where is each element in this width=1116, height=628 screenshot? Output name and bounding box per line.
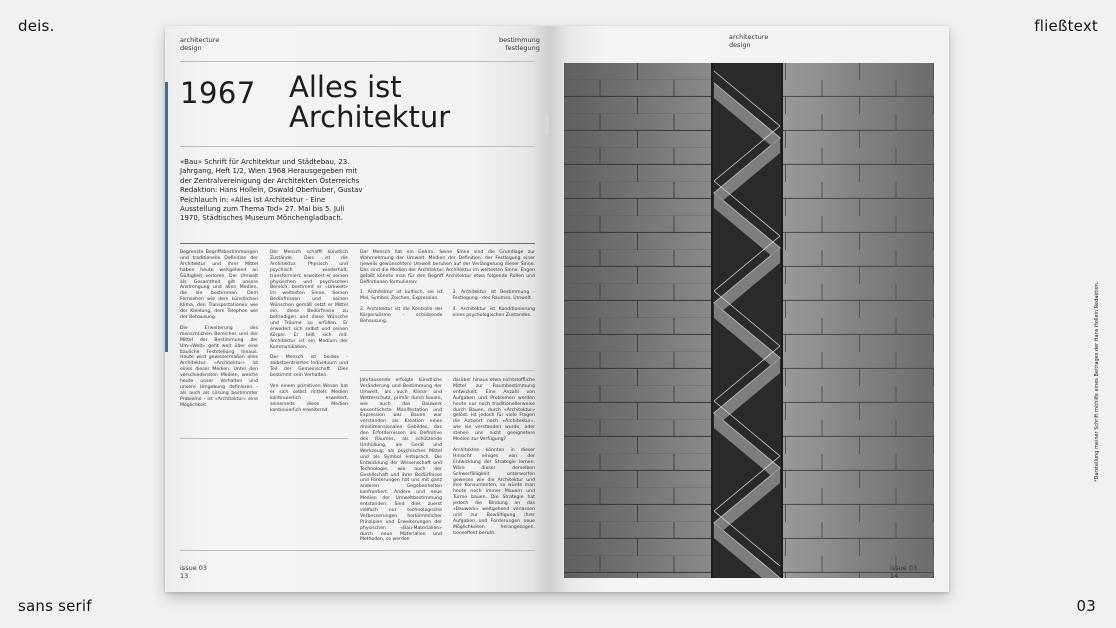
paragraph: Die Erweiterung des menschlichen Bereiches und der Mittel der Bestimmung der Um-«Welt» geht weit über eine bauliche Feststellung hinaus. Heute wird gewissermaßen alles Architektur. «Architektur» ist eines dieser Medien. Unter den verschiedensten Medien, welche heute unser Verhalten und unsere Umgebung definieren - als auch als Lösung bestimmter Probleme - ist «Architektur» eine Möglichkeit. [180,325,258,408]
text-column-3 [360,250,535,330]
list-item: 4. Architektur ist Konditionierung eines psychologischen Zustandes. [452,307,535,319]
definition-list [360,290,535,330]
right-page-footer [890,564,917,580]
intro-paragraph: «Bau» Schrift für Architektur und Städtebau, 23. Jahrgang, Heft 1/2, Wien 1968 Herausgegeben mit der Zentralvereinigung der Architekten Österreichs Redaktion: Hans Hollein, Oswald Oberhuber, Gustav Peichlauch in: «Alles ist Architektur - Eine Ausstellung zum Thema Tod» 27. Mai bis 5. Juli 1970, Städtisches Museum Mönchengladbach. [180,158,363,223]
issue-label: issue 03 [180,564,208,572]
divider [180,243,535,244]
article-year: 1967 [180,76,256,110]
left-page-header [180,36,219,52]
side-footnote: *Darstellung meiner Schrift mithilfe eines Beitrages der Hans Hollein Redaktion. [1094,281,1100,482]
list-item: 3. Architektur ist Bestimmung - Festlegung - des Raumes, Umwelt. [452,290,535,302]
paragraph: Architekten könnten in dieser Hinsicht einiges von der Entwicklung der Strategie lernen. Wäre dieser derselben Schwerfälligkeit unterworfen gewesen wie die Architektur und ihre Konsumenten, so würde man heute noch immer Mauern und Türme bauen. Die Strategie hat jedoch die Bindung an das «Bauwerk» weitgehend verlassen und zur Bewältigung ihrer Aufgaben und Forderungen neue Möglichkeiten herangezogen. tionseffekt beruht. [453,447,535,536]
paragraph: Der Mensch ist beides - selbstzentriertes Individuum und Teil der Gemeinschaft. Dies bestimmt sein Verhalten. [270,355,348,379]
text-column-4 [360,378,442,548]
paragraph: Jahrtausende erfolgte künstliche Veränderung und Bestimmung der Umwelt, als auch Klima- und Wetterschutz, primär durch bauen, wie auch das Bauwerk wesentlichste Manifestation und Expression war. Bauen war verstanden als Kreation eines dreidimensionalen Gebildes, das den Erfordernissen als Definitive des Raumes, als schützende Umhüllung, als Gerät und Werkzeug, als psychisches Mittel und als Symbol entsprach. Die Entwicklung der Wissenschaft und Technologie, wie auch der Gesellschaft und ihrer Bedürfnisse und Forderungen hat uns mit ganz anderen Gegebenheiten konfrontiert. Andere und neue Medien der Umweltbestimmung entstanden. Sind dies zuerst vielfach nur technologische Verbesserungen herkömmlicher Prinzipien und Erweiterungen der physischen «Bau-Materialien» durch neue Materialien und Methoden, so werden [360,378,442,543]
article-title [289,72,450,132]
text-column-1 [180,250,258,414]
staircase-photo [564,63,934,578]
header-line: design [180,44,202,52]
corner-label-bottom-left: sans serif [18,597,92,615]
header-line: architecture [729,33,769,41]
paragraph: Begrenzte Begriffsbestimmungen und traditionelle Definition der Architektur und ihrer Mittel haben heute weitgehend an Gültigkeit verloren. Der Umwelt als Gesamtheit gilt unsere Anstrengung und allen Medien, die sie bestimmen. Dem Fernsehen wie dem künstlichen Klima, den Transportationen wie der Kleidung, dem Telephon wie der Behausung. [180,250,258,320]
paragraph: Der Mensch schafft künstlich Zustände. Dies ist die Architektur. Physisch und psychisch wiederholt, transformiert, erweitert er seinen physischen und psychischen Bereich, bestimmt er «Umwelt» im weitesten Sinne. Seinen Bedürfnissen und seinen Wünschen gemäß setzt er Mittel ein, diese Bedürfnisse zu befriedigen und diese Wünsche und Träume zu erfüllen. Er erweitert sich selbst und seinen Körper. Er teilt sich mit. Architektur ist ein Medium der Kommunikation. [270,250,348,350]
list-item: 1. Architektur ist kultisch, sie ist Mal, Symbol, Zeichen, Expression. [360,290,443,302]
issue-label: issue 03 [890,564,918,572]
header-line: bestimmung [499,36,540,44]
corner-label-top-right: fließtext [1034,17,1098,35]
header-line: festlegung [505,44,540,52]
left-page-header-right [499,36,540,52]
left-page-footer [180,564,207,580]
paragraph: Von einem primitiven Wesen hat er sich selbst mittels Medien kontinuierlich erweitert, seinerseits diese Medien kontinuierlich erweiternd. [270,384,348,413]
divider [180,438,348,439]
divider [180,550,535,551]
divider [180,146,535,147]
left-page [165,26,549,592]
accent-bar [165,82,168,352]
text-column-5 [453,378,535,542]
corner-label-top-left: deis. [18,17,55,35]
paragraph: Der Mensch hat ein Gehirn. Seine Sinne sind die Grundlage zur Wahrnehmung der Umwelt. Medien der Definition, der Festlegung einer (jeweils gewünschten) Umwelt beruhen auf der Verlängerung dieser Sinne. Das sind die Medien der Architektur. Architektur im weitesten Sinne. Engen gefaßt könnte man für den Begriff Architektur etwa folgende Rollen und Definitionen formulieren: [360,250,535,285]
title-line: Architektur [289,100,451,134]
right-page-header [729,33,768,49]
header-line: architecture [180,36,220,44]
list-item: 2. Architektur ist die Kontrolle der Körperwärme - schützende Behausung. [360,307,443,325]
divider [180,61,535,62]
magazine-spread [165,26,949,592]
page-number: 14 [890,572,899,580]
corner-label-bottom-right: 03 [1076,597,1096,615]
title-line: Alles ist [289,70,402,104]
divider [360,370,535,371]
paragraph: darüber hinaus etwa nichtstoffliche Mittel zur Raumbestimmung entwickelt. Eine Anzahl von Aufgaben und Problemen werden heute nur noch traditionellerweise durch Bauen, durch «Architektur» gelöst. Ist jedoch für viele Fragen die Antwort noch «Architektur», wie sie verstanden wurde, oder stehen uns nicht geeignetere Medien zur Verfügung? [453,378,535,443]
right-page [549,26,949,592]
page-number: 13 [180,572,189,580]
header-line: design [729,41,751,49]
text-column-2 [270,250,348,419]
